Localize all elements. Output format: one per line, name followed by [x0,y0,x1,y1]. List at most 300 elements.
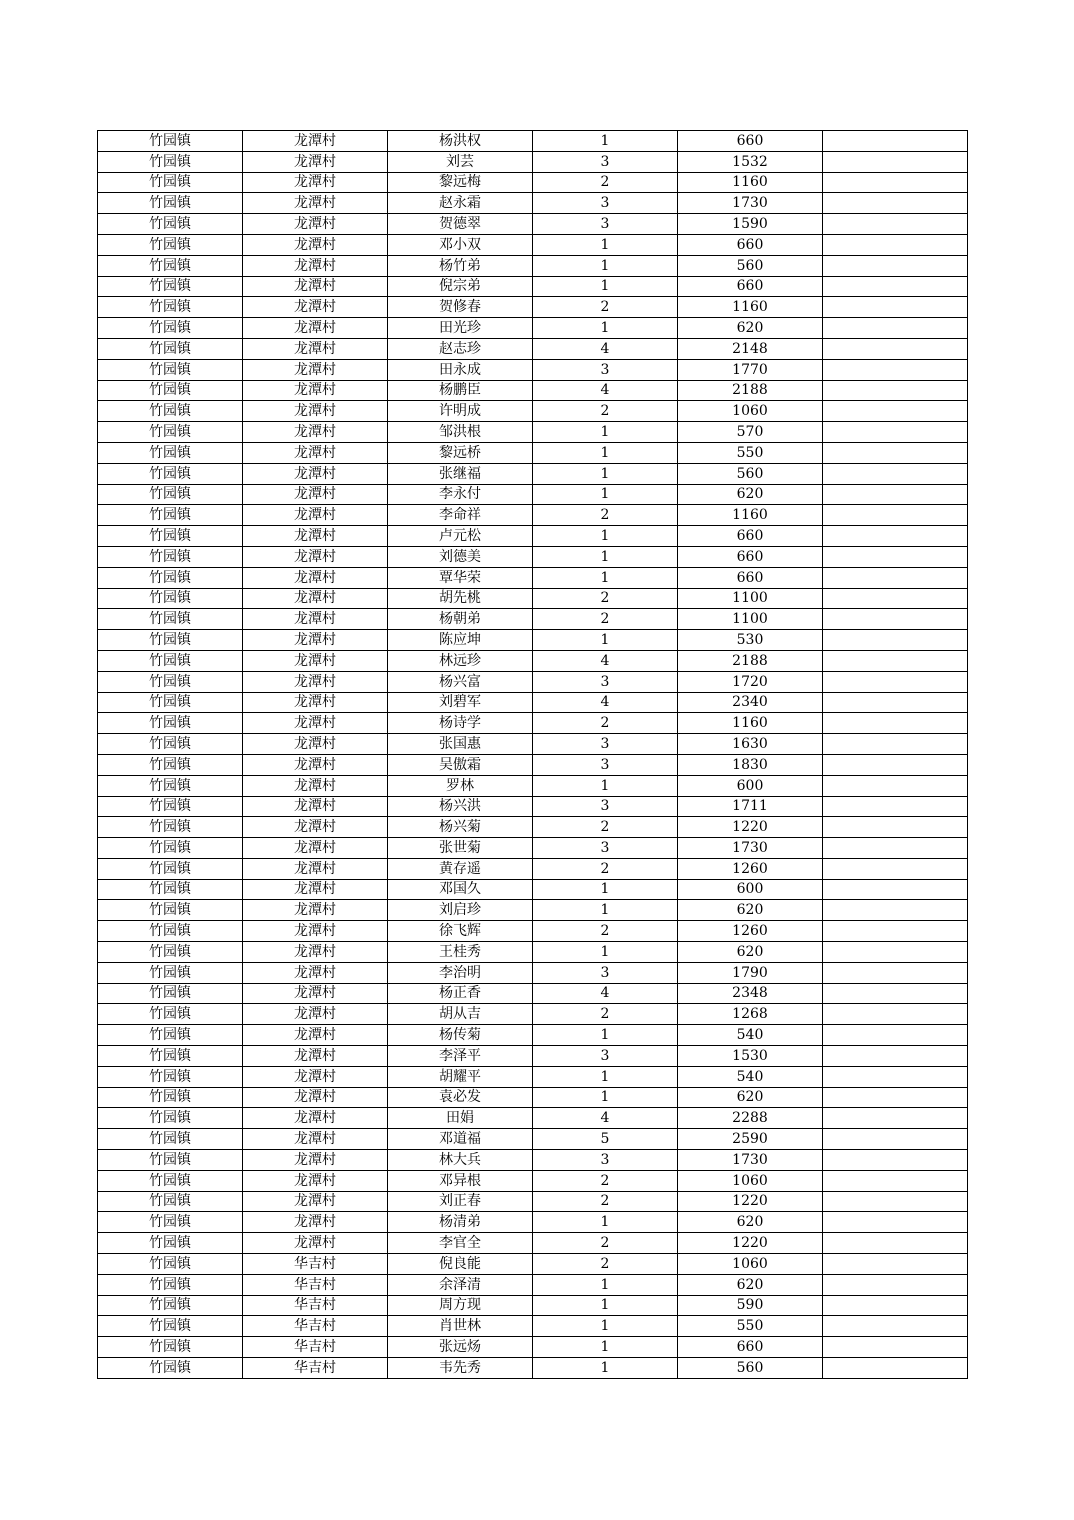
town-cell: 竹园镇 [98,131,243,152]
town-cell: 竹园镇 [98,1150,243,1171]
table-row [98,609,968,630]
note-cell [823,754,968,775]
table-row [98,151,968,172]
village-cell: 龙潭村 [243,318,388,339]
town-cell: 竹园镇 [98,838,243,859]
town-cell: 竹园镇 [98,1337,243,1358]
village-cell: 龙潭村 [243,401,388,422]
town-cell: 竹园镇 [98,380,243,401]
name-cell: 杨兴富 [388,671,533,692]
town-cell: 竹园镇 [98,1129,243,1150]
household-size-cell: 2 [533,817,678,838]
amount-cell: 660 [678,234,823,255]
note-cell [823,1254,968,1275]
village-cell: 华吉村 [243,1295,388,1316]
village-cell: 龙潭村 [243,796,388,817]
town-cell: 竹园镇 [98,234,243,255]
note-cell [823,713,968,734]
note-cell [823,1212,968,1233]
household-size-cell: 3 [533,838,678,859]
household-size-cell: 1 [533,1025,678,1046]
name-cell: 卢元松 [388,526,533,547]
table-row [98,1066,968,1087]
table-row [98,1295,968,1316]
village-cell: 龙潭村 [243,1212,388,1233]
table-row [98,754,968,775]
village-cell: 龙潭村 [243,1004,388,1025]
table-row [98,1233,968,1254]
amount-cell: 1730 [678,193,823,214]
name-cell: 田光珍 [388,318,533,339]
note-cell [823,505,968,526]
household-size-cell: 1 [533,900,678,921]
village-cell: 龙潭村 [243,276,388,297]
name-cell: 邓异根 [388,1170,533,1191]
note-cell [823,1129,968,1150]
amount-cell: 1711 [678,796,823,817]
town-cell: 竹园镇 [98,1108,243,1129]
household-size-cell: 4 [533,650,678,671]
town-cell: 竹园镇 [98,609,243,630]
town-cell: 竹园镇 [98,1316,243,1337]
table-row [98,796,968,817]
village-cell: 龙潭村 [243,942,388,963]
household-size-cell: 1 [533,1358,678,1379]
table-row [98,1274,968,1295]
village-cell: 龙潭村 [243,151,388,172]
note-cell [823,942,968,963]
name-cell: 邹洪根 [388,422,533,443]
household-size-cell: 3 [533,151,678,172]
household-size-cell: 4 [533,338,678,359]
amount-cell: 620 [678,1212,823,1233]
town-cell: 竹园镇 [98,359,243,380]
note-cell [823,567,968,588]
name-cell: 韦先秀 [388,1358,533,1379]
town-cell: 竹园镇 [98,526,243,547]
note-cell [823,962,968,983]
name-cell: 余泽清 [388,1274,533,1295]
name-cell: 李泽平 [388,1046,533,1067]
table-row [98,942,968,963]
amount-cell: 560 [678,255,823,276]
town-cell: 竹园镇 [98,1170,243,1191]
household-size-cell: 1 [533,630,678,651]
table-row [98,1337,968,1358]
village-cell: 龙潭村 [243,1150,388,1171]
town-cell: 竹园镇 [98,671,243,692]
table-row [98,131,968,152]
household-size-cell: 5 [533,1129,678,1150]
town-cell: 竹园镇 [98,297,243,318]
amount-cell: 1730 [678,1150,823,1171]
name-cell: 周方现 [388,1295,533,1316]
table-row [98,1087,968,1108]
table-row [98,359,968,380]
note-cell [823,921,968,942]
town-cell: 竹园镇 [98,442,243,463]
village-cell: 龙潭村 [243,1046,388,1067]
name-cell: 刘启珍 [388,900,533,921]
household-size-cell: 3 [533,962,678,983]
note-cell [823,151,968,172]
town-cell: 竹园镇 [98,193,243,214]
amount-cell: 1590 [678,214,823,235]
household-size-cell: 1 [533,1274,678,1295]
amount-cell: 1260 [678,858,823,879]
household-size-cell: 1 [533,526,678,547]
village-cell: 华吉村 [243,1337,388,1358]
note-cell [823,1066,968,1087]
amount-cell: 2188 [678,650,823,671]
table-row [98,900,968,921]
table-row [98,692,968,713]
table-row [98,1358,968,1379]
name-cell: 倪宗弟 [388,276,533,297]
household-size-cell: 3 [533,214,678,235]
amount-cell: 1220 [678,817,823,838]
name-cell: 胡耀平 [388,1066,533,1087]
note-cell [823,879,968,900]
table-row [98,817,968,838]
household-size-cell: 2 [533,1191,678,1212]
town-cell: 竹园镇 [98,567,243,588]
amount-cell: 1060 [678,1170,823,1191]
town-cell: 竹园镇 [98,1087,243,1108]
amount-cell: 660 [678,546,823,567]
name-cell: 李命祥 [388,505,533,526]
table-row [98,1212,968,1233]
household-size-cell: 4 [533,380,678,401]
household-size-cell: 2 [533,297,678,318]
name-cell: 杨竹弟 [388,255,533,276]
name-cell: 杨兴菊 [388,817,533,838]
table-row [98,193,968,214]
name-cell: 林大兵 [388,1150,533,1171]
household-size-cell: 2 [533,588,678,609]
town-cell: 竹园镇 [98,338,243,359]
note-cell [823,650,968,671]
note-cell [823,609,968,630]
table-row [98,921,968,942]
amount-cell: 1160 [678,172,823,193]
town-cell: 竹园镇 [98,172,243,193]
name-cell: 黄存遥 [388,858,533,879]
note-cell [823,1316,968,1337]
table-row [98,484,968,505]
village-cell: 龙潭村 [243,193,388,214]
table-row [98,297,968,318]
village-cell: 龙潭村 [243,546,388,567]
village-cell: 龙潭村 [243,1087,388,1108]
village-cell: 龙潭村 [243,692,388,713]
village-cell: 龙潭村 [243,630,388,651]
name-cell: 刘芸 [388,151,533,172]
name-cell: 许明成 [388,401,533,422]
table-row [98,1191,968,1212]
amount-cell: 2348 [678,983,823,1004]
amount-cell: 620 [678,318,823,339]
name-cell: 刘德美 [388,546,533,567]
note-cell [823,1358,968,1379]
amount-cell: 540 [678,1025,823,1046]
town-cell: 竹园镇 [98,692,243,713]
amount-cell: 1790 [678,962,823,983]
amount-cell: 540 [678,1066,823,1087]
table-row [98,775,968,796]
table-row [98,1046,968,1067]
household-size-cell: 1 [533,234,678,255]
village-cell: 龙潭村 [243,338,388,359]
note-cell [823,1150,968,1171]
village-cell: 龙潭村 [243,214,388,235]
note-cell [823,214,968,235]
amount-cell: 2148 [678,338,823,359]
name-cell: 王桂秀 [388,942,533,963]
table-row [98,401,968,422]
household-size-cell: 2 [533,713,678,734]
amount-cell: 1770 [678,359,823,380]
amount-cell: 660 [678,276,823,297]
table-row [98,1025,968,1046]
table-row [98,879,968,900]
note-cell [823,172,968,193]
household-size-cell: 1 [533,255,678,276]
amount-cell: 2340 [678,692,823,713]
household-size-cell: 3 [533,754,678,775]
town-cell: 竹园镇 [98,1025,243,1046]
village-cell: 龙潭村 [243,962,388,983]
village-cell: 龙潭村 [243,775,388,796]
village-cell: 龙潭村 [243,505,388,526]
amount-cell: 560 [678,463,823,484]
amount-cell: 620 [678,1274,823,1295]
amount-cell: 1830 [678,754,823,775]
household-size-cell: 1 [533,1066,678,1087]
town-cell: 竹园镇 [98,1295,243,1316]
table-row [98,588,968,609]
amount-cell: 1160 [678,297,823,318]
village-cell: 龙潭村 [243,255,388,276]
name-cell: 袁必发 [388,1087,533,1108]
amount-cell: 660 [678,567,823,588]
village-cell: 龙潭村 [243,380,388,401]
amount-cell: 1060 [678,401,823,422]
name-cell: 杨洪权 [388,131,533,152]
name-cell: 张世菊 [388,838,533,859]
name-cell: 杨朝弟 [388,609,533,630]
amount-cell: 1160 [678,713,823,734]
village-cell: 龙潭村 [243,463,388,484]
name-cell: 田娟 [388,1108,533,1129]
note-cell [823,255,968,276]
town-cell: 竹园镇 [98,214,243,235]
note-cell [823,1274,968,1295]
household-size-cell: 1 [533,463,678,484]
household-size-cell: 1 [533,567,678,588]
town-cell: 竹园镇 [98,942,243,963]
table-row [98,1004,968,1025]
town-cell: 竹园镇 [98,1233,243,1254]
village-cell: 龙潭村 [243,900,388,921]
household-size-cell: 1 [533,1087,678,1108]
village-cell: 龙潭村 [243,921,388,942]
village-cell: 龙潭村 [243,234,388,255]
town-cell: 竹园镇 [98,775,243,796]
table-row [98,713,968,734]
village-cell: 龙潭村 [243,359,388,380]
town-cell: 竹园镇 [98,463,243,484]
town-cell: 竹园镇 [98,713,243,734]
amount-cell: 550 [678,1316,823,1337]
note-cell [823,734,968,755]
amount-cell: 600 [678,879,823,900]
name-cell: 邓道福 [388,1129,533,1150]
name-cell: 张国惠 [388,734,533,755]
amount-cell: 620 [678,942,823,963]
name-cell: 黎远梅 [388,172,533,193]
table-row [98,1170,968,1191]
table-row [98,1108,968,1129]
amount-cell: 1630 [678,734,823,755]
household-size-cell: 1 [533,442,678,463]
town-cell: 竹园镇 [98,983,243,1004]
household-size-cell: 2 [533,172,678,193]
household-size-cell: 4 [533,1108,678,1129]
town-cell: 竹园镇 [98,151,243,172]
name-cell: 刘碧军 [388,692,533,713]
household-size-cell: 1 [533,546,678,567]
name-cell: 李官全 [388,1233,533,1254]
name-cell: 覃华荣 [388,567,533,588]
name-cell: 罗林 [388,775,533,796]
note-cell [823,671,968,692]
town-cell: 竹园镇 [98,879,243,900]
note-cell [823,630,968,651]
town-cell: 竹园镇 [98,1066,243,1087]
amount-cell: 1160 [678,505,823,526]
village-cell: 龙潭村 [243,1170,388,1191]
town-cell: 竹园镇 [98,1254,243,1275]
town-cell: 竹园镇 [98,650,243,671]
household-size-cell: 1 [533,1212,678,1233]
village-cell: 龙潭村 [243,1191,388,1212]
household-size-cell: 1 [533,775,678,796]
village-cell: 龙潭村 [243,609,388,630]
note-cell [823,796,968,817]
household-size-cell: 2 [533,505,678,526]
amount-cell: 1100 [678,588,823,609]
table-row [98,276,968,297]
village-cell: 龙潭村 [243,422,388,443]
town-cell: 竹园镇 [98,276,243,297]
household-size-cell: 2 [533,609,678,630]
household-size-cell: 2 [533,1233,678,1254]
note-cell [823,1170,968,1191]
village-cell: 龙潭村 [243,484,388,505]
household-size-cell: 3 [533,734,678,755]
amount-cell: 660 [678,131,823,152]
village-cell: 龙潭村 [243,671,388,692]
village-cell: 龙潭村 [243,131,388,152]
name-cell: 赵志珍 [388,338,533,359]
village-cell: 龙潭村 [243,817,388,838]
amount-cell: 620 [678,900,823,921]
household-size-cell: 1 [533,422,678,443]
note-cell [823,858,968,879]
note-cell [823,1046,968,1067]
household-size-cell: 1 [533,1337,678,1358]
note-cell [823,297,968,318]
village-cell: 华吉村 [243,1358,388,1379]
name-cell: 杨鹏臣 [388,380,533,401]
table-row [98,380,968,401]
note-cell [823,422,968,443]
note-cell [823,442,968,463]
name-cell: 贺修春 [388,297,533,318]
note-cell [823,838,968,859]
note-cell [823,484,968,505]
town-cell: 竹园镇 [98,796,243,817]
village-cell: 龙潭村 [243,754,388,775]
table-row [98,172,968,193]
note-cell [823,131,968,152]
town-cell: 竹园镇 [98,484,243,505]
town-cell: 竹园镇 [98,962,243,983]
name-cell: 杨兴洪 [388,796,533,817]
table-row [98,338,968,359]
town-cell: 竹园镇 [98,1191,243,1212]
village-cell: 龙潭村 [243,1129,388,1150]
amount-cell: 1100 [678,609,823,630]
note-cell [823,1233,968,1254]
note-cell [823,1191,968,1212]
note-cell [823,1004,968,1025]
table-row [98,962,968,983]
table-row [98,318,968,339]
note-cell [823,338,968,359]
name-cell: 赵永霜 [388,193,533,214]
note-cell [823,817,968,838]
town-cell: 竹园镇 [98,921,243,942]
household-size-cell: 1 [533,1316,678,1337]
household-size-cell: 4 [533,983,678,1004]
village-cell: 龙潭村 [243,588,388,609]
amount-cell: 1260 [678,921,823,942]
village-cell: 龙潭村 [243,297,388,318]
table-row [98,1129,968,1150]
town-cell: 竹园镇 [98,754,243,775]
town-cell: 竹园镇 [98,900,243,921]
name-cell: 杨清弟 [388,1212,533,1233]
name-cell: 田永成 [388,359,533,380]
note-cell [823,1108,968,1129]
note-cell [823,526,968,547]
table-row [98,422,968,443]
village-cell: 龙潭村 [243,1233,388,1254]
village-cell: 龙潭村 [243,838,388,859]
household-size-cell: 3 [533,359,678,380]
town-cell: 竹园镇 [98,817,243,838]
table-row [98,463,968,484]
town-cell: 竹园镇 [98,1004,243,1025]
name-cell: 杨诗学 [388,713,533,734]
note-cell [823,276,968,297]
household-size-cell: 1 [533,318,678,339]
village-cell: 华吉村 [243,1316,388,1337]
town-cell: 竹园镇 [98,858,243,879]
name-cell: 杨传菊 [388,1025,533,1046]
